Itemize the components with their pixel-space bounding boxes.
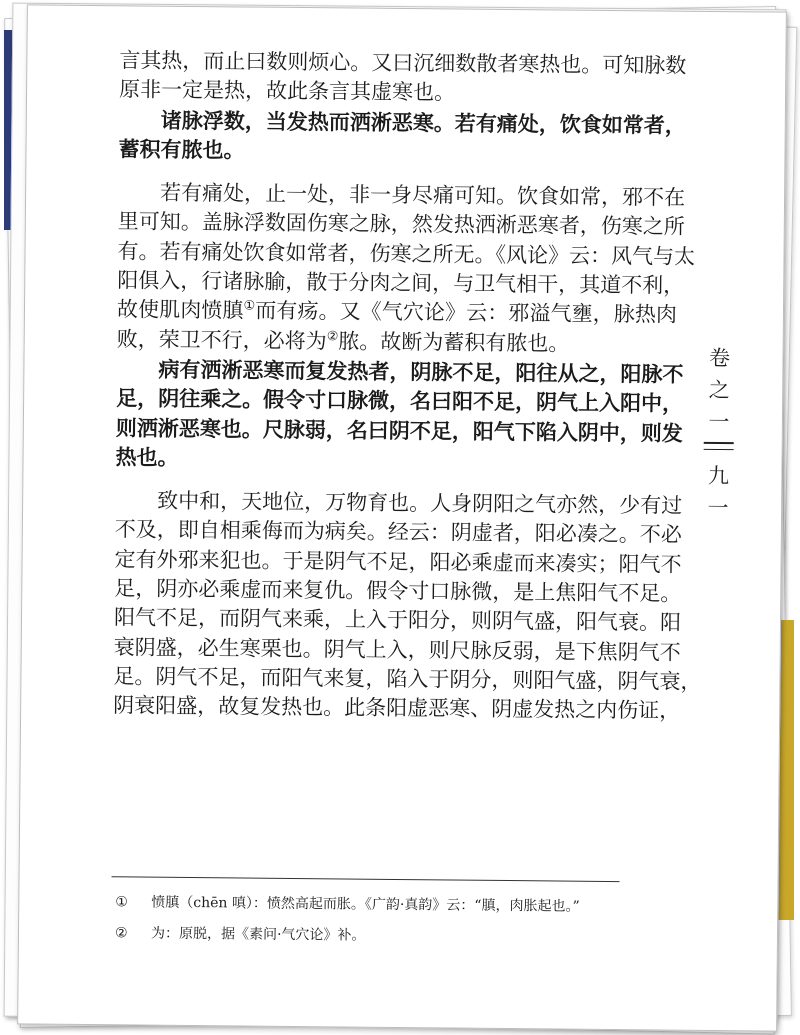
volume-char: 之 xyxy=(708,377,730,403)
text-line xyxy=(113,691,681,726)
text-segment: 脓。故断为蓄积有脓也。 xyxy=(338,329,570,356)
text-segment: 阴衰阳盛，故复发热也。此条阳虚恶寒、阴虚发热之内伤证， xyxy=(113,693,681,723)
text-segment: 足，阴往乘之。假令寸口脉微，名曰阳不足，阴气上入阳中， xyxy=(116,385,684,416)
text-segment: 里可知。盖脉浮数固伤寒之脉，然发热洒淅恶寒者，伤寒之所 xyxy=(117,209,685,240)
footnote-number: ② xyxy=(114,925,128,942)
footnote-divider xyxy=(112,876,620,882)
volume-char: 卷 xyxy=(708,345,731,371)
text-segment: 病有洒淅恶寒而复发热者，阴脉不足，阳往从之，阳脉不 xyxy=(158,356,684,387)
text-segment: 诸脉浮数，当发热而洒淅恶寒。若有痛处，饮食如常者， xyxy=(160,107,686,138)
main-text xyxy=(113,46,702,726)
text-segment: 阳气不足，而阴气来乘，上入于阳分，则阴气盛，阳气衰。阳 xyxy=(113,605,682,636)
footnote-marker[interactable]: ② xyxy=(326,328,339,345)
text-segment: 故使肌肉愤䐜 xyxy=(116,297,244,323)
text-segment: 则洒淅恶寒也。尺脉弱，名曰阴不足，阳气下陷入阴中，则发 xyxy=(115,414,683,446)
footnote-marker[interactable]: ① xyxy=(243,298,256,314)
text-segment: 足。阴气不足，而阳气来复，陷入于阴分，则阳气盛，阴气衰， xyxy=(113,664,702,694)
text-segment: 蓄积有脓也。 xyxy=(118,136,245,163)
text-segment: 定有外邪来犯也。于是阴气不足，阳必乘虚而来凑实；阳气不 xyxy=(114,546,682,577)
page-number-char: 九 xyxy=(707,463,730,489)
footnote-text: 为：原脱，据《素问·气穴论》补。 xyxy=(150,925,366,944)
footnote xyxy=(111,892,631,918)
text-line xyxy=(115,413,683,448)
footnote-text: 愤䐜（chēn 嗔）：愤然高起而胀。《广韵·真韵》云：“䐜，肉胀起也。” xyxy=(151,894,580,915)
text-line xyxy=(116,384,684,419)
text-segment: 而有疡。又《气穴论》云：邪溢气壅，脉热肉 xyxy=(255,298,678,328)
text-line xyxy=(118,134,678,169)
text-segment: 足，阴亦必乘虚而来复仇。假令寸口脉微，是上焦阳气不足。 xyxy=(114,576,682,606)
text-segment: 衰阴盛，必生寒栗也。阴气上入，则尺脉反弱，是下焦阴气不 xyxy=(113,634,681,665)
book-page xyxy=(17,4,787,1031)
footnote xyxy=(111,923,631,949)
text-segment: 有。若有痛处饮食如常者，伤寒之所无。《风论》云：风气与太 xyxy=(117,239,696,269)
text-line xyxy=(119,76,679,111)
page-number-char: 一 xyxy=(707,495,729,521)
text-segment: 若有痛处，止一处，非一身尽痛可知。饮食如常，邪不在 xyxy=(159,180,686,210)
side-margin-header xyxy=(698,342,740,524)
text-segment: 原非一定是热，故此条言其虚寒也。 xyxy=(118,77,456,105)
text-segment: 不及，即自相乘侮而为病矣。经云：阴虚者，阳必凑之。不必 xyxy=(114,517,682,548)
text-segment: 阳俱入，行诸脉腧，散于分肉之间，与卫气相干，其道不利， xyxy=(117,268,685,298)
footnotes xyxy=(111,892,631,949)
text-segment: 言其热，而止曰数则烦心。又曰沉细数散者寒热也。可知脉数 xyxy=(119,48,687,78)
double-rule-divider xyxy=(704,442,734,450)
footnote-number: ① xyxy=(115,894,128,911)
text-segment: 败，荣卫不行，必将为 xyxy=(116,326,327,353)
text-segment: 致中和，天地位，万物育也。人身阴阳之气亦然，少有过 xyxy=(157,488,683,518)
text-segment: 热也。 xyxy=(115,444,179,470)
volume-char: 一 xyxy=(708,409,730,435)
